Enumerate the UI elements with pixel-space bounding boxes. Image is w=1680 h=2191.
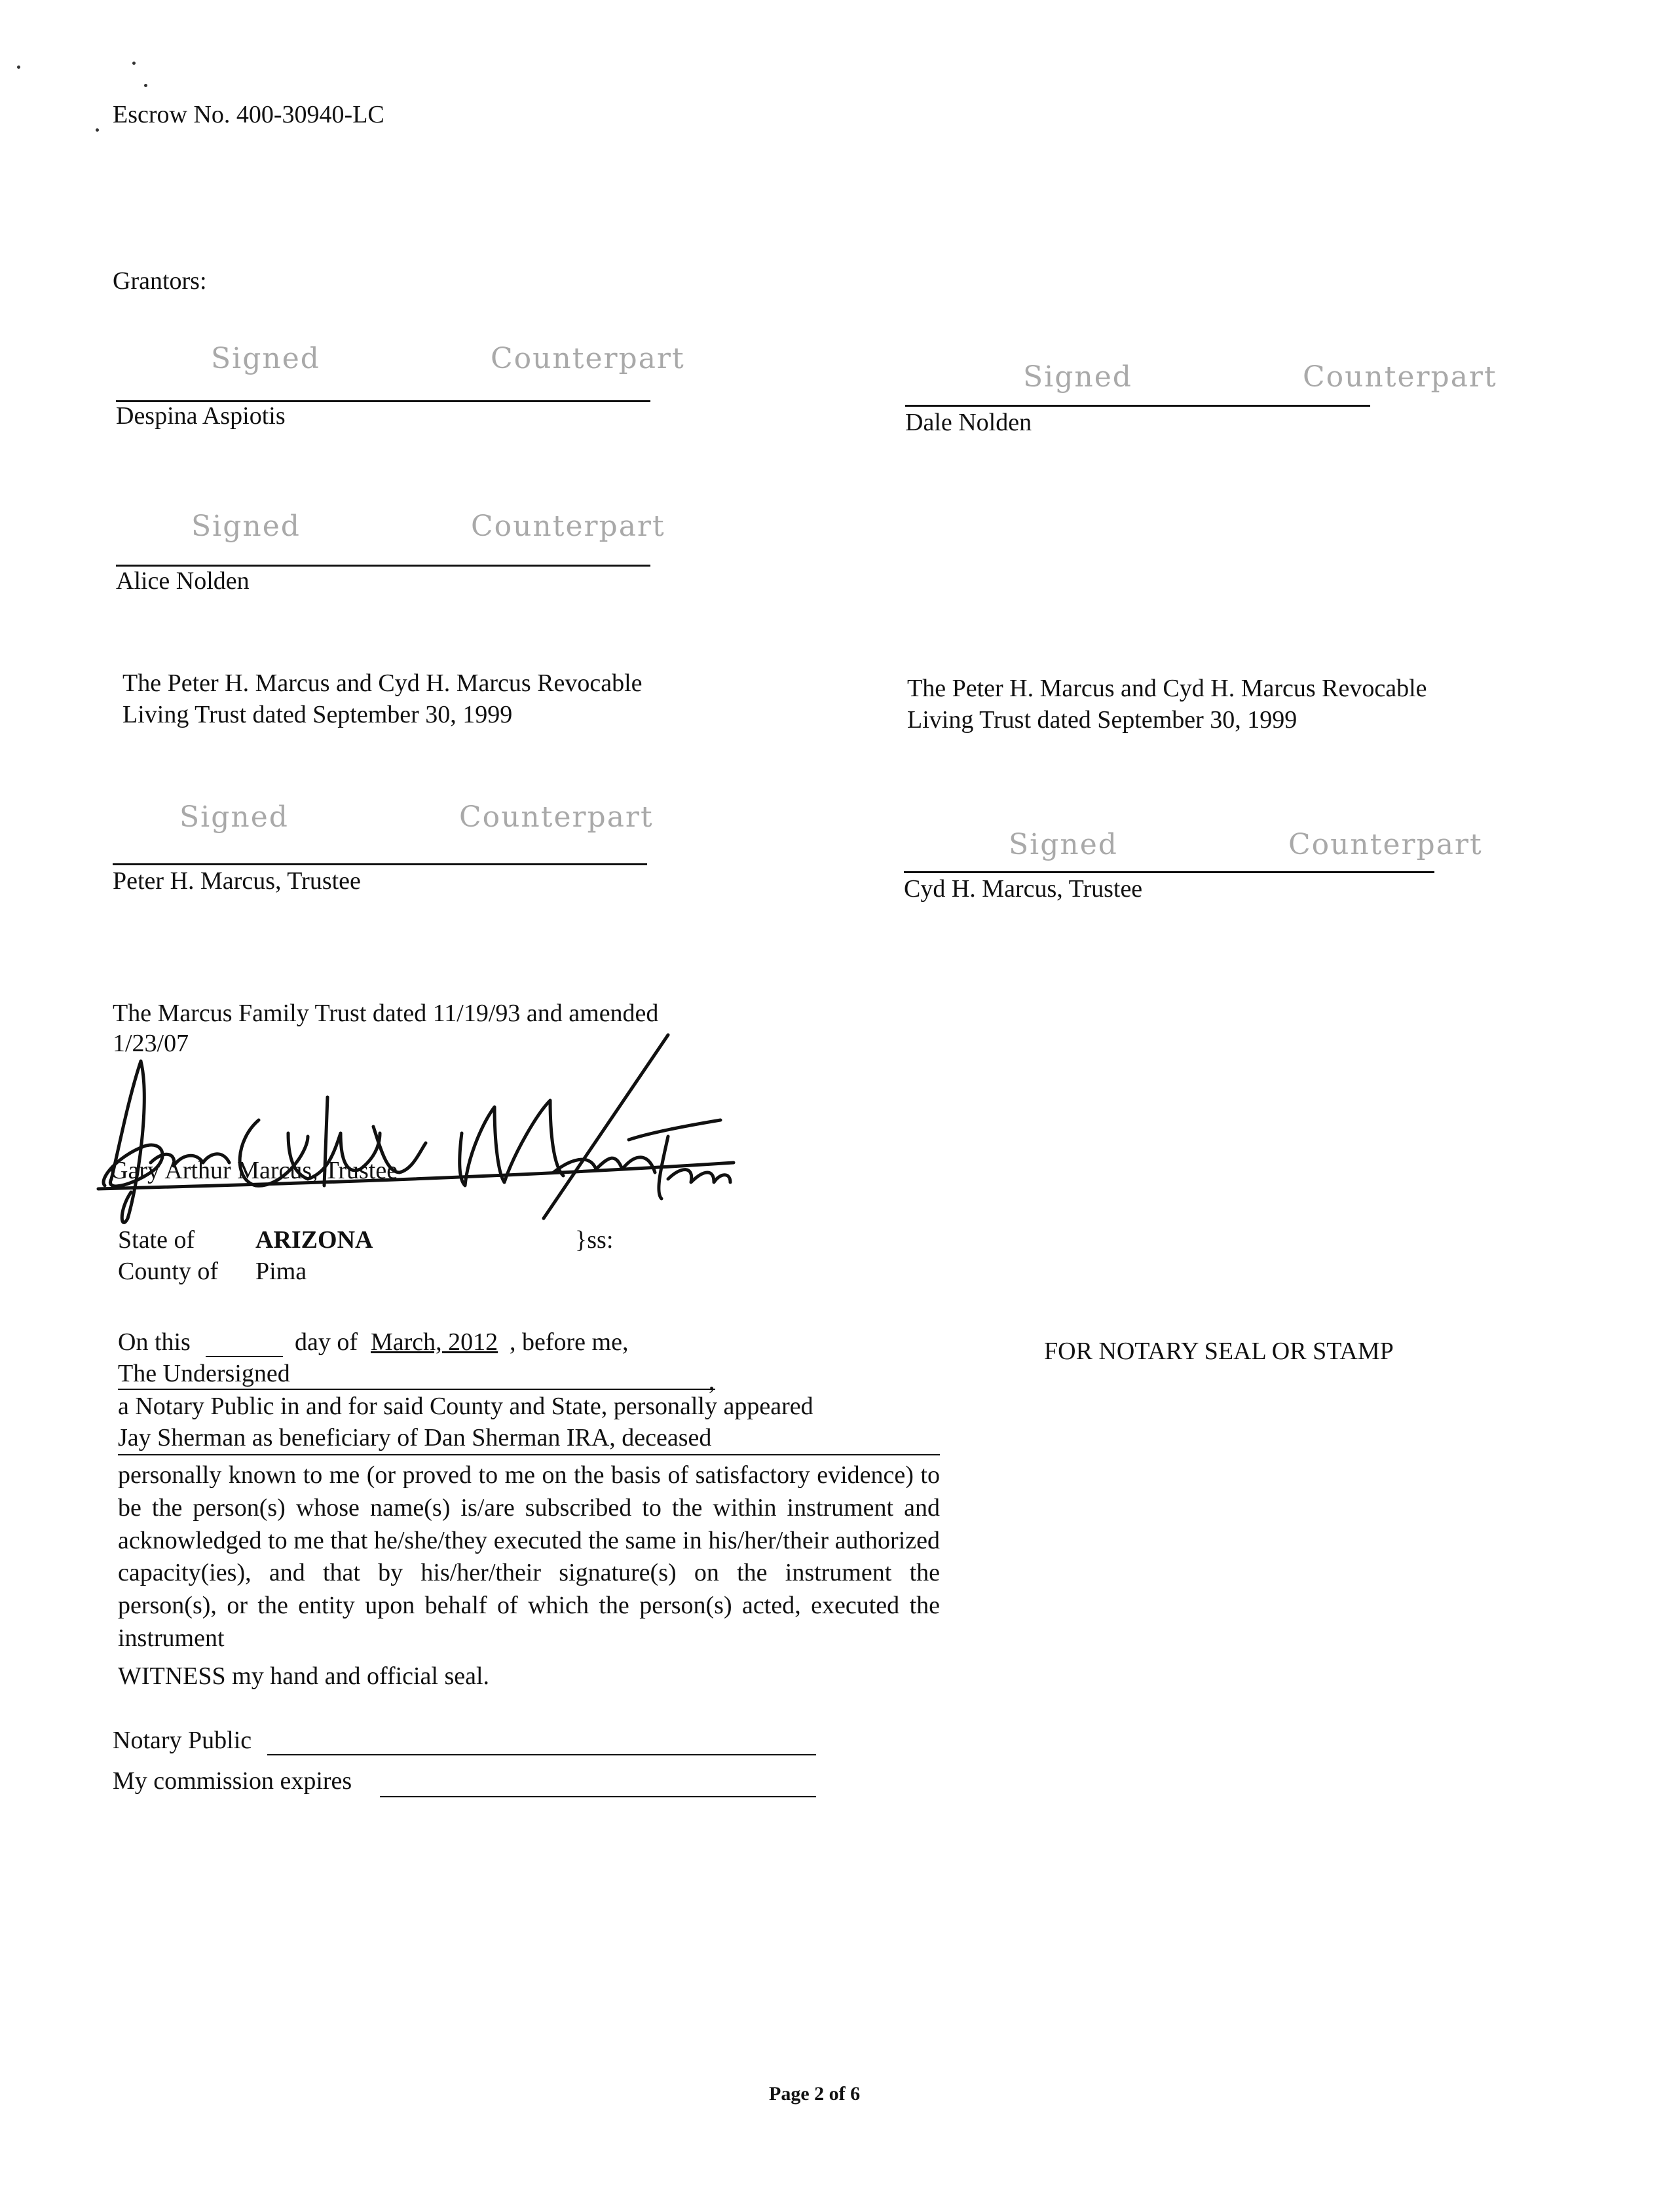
notary-public-statement: a Notary Public in and for said County and State, personally appeared xyxy=(118,1393,813,1420)
ss-marker: }ss: xyxy=(575,1226,614,1254)
trust-name-left-line1: The Peter H. Marcus and Cyd H. Marcus Revocable xyxy=(122,669,643,697)
undersigned-line xyxy=(118,1389,715,1390)
scan-speck xyxy=(144,84,147,87)
state-label: State of xyxy=(118,1226,195,1254)
signature-line xyxy=(904,871,1434,873)
notary-seal-area-label: FOR NOTARY SEAL OR STAMP xyxy=(1044,1338,1394,1365)
signatory-alice-nolden: Alice Nolden xyxy=(116,567,250,595)
signatory-cyd-marcus: Cyd H. Marcus, Trustee xyxy=(904,875,1143,903)
counterpart-stamp xyxy=(179,799,654,835)
signatory-gary-marcus: Gary Arthur Marcus, Trustee xyxy=(110,1157,398,1184)
signatory-despina-aspiotis: Despina Aspiotis xyxy=(116,402,286,430)
page-number: Page 2 of 6 xyxy=(769,2083,861,2105)
commission-expires-label: My commission expires xyxy=(113,1767,352,1795)
handwritten-signature xyxy=(92,1022,734,1238)
stamp-counterpart-text: Counterpart xyxy=(470,510,665,543)
signatory-peter-marcus: Peter H. Marcus, Trustee xyxy=(113,867,361,895)
stamp-counterpart-text: Counterpart xyxy=(1302,360,1497,394)
notary-before-me: , before me, xyxy=(510,1328,629,1356)
stamp-signed-text: Signed xyxy=(191,510,301,543)
scan-speck xyxy=(96,128,99,132)
appeared-line xyxy=(118,1454,940,1455)
day-blank-line xyxy=(206,1356,283,1357)
notary-undersigned: The Undersigned xyxy=(118,1360,290,1387)
county-value: Pima xyxy=(255,1258,307,1285)
trust-name-right-line1: The Peter H. Marcus and Cyd H. Marcus Revocable xyxy=(907,675,1427,702)
scan-speck xyxy=(17,66,20,69)
notary-day-of: day of xyxy=(295,1328,358,1356)
undersigned-comma: , xyxy=(709,1368,715,1395)
family-trust-line2: 1/23/07 xyxy=(113,1030,189,1057)
notary-public-line xyxy=(267,1754,816,1755)
notary-public-label: Notary Public xyxy=(113,1727,252,1754)
signature-line xyxy=(113,863,647,865)
appeared-party: Jay Sherman as beneficiary of Dan Sherman IRA, deceased xyxy=(118,1424,712,1451)
stamp-signed-text: Signed xyxy=(1023,360,1132,394)
state-value: ARIZONA xyxy=(255,1226,373,1254)
notary-date: March, 2012 xyxy=(371,1328,498,1356)
scan-speck xyxy=(132,62,136,65)
stamp-counterpart-text: Counterpart xyxy=(490,342,685,375)
county-label: County of xyxy=(118,1258,219,1285)
signature-line xyxy=(905,405,1370,407)
signatory-dale-nolden: Dale Nolden xyxy=(905,409,1032,436)
notary-on-this: On this xyxy=(118,1328,191,1356)
stamp-counterpart-text: Counterpart xyxy=(1288,828,1483,861)
counterpart-stamp xyxy=(211,341,685,377)
witness-line: WITNESS my hand and official seal. xyxy=(118,1662,490,1690)
trust-name-left-line2: Living Trust dated September 30, 1999 xyxy=(122,701,513,728)
counterpart-stamp xyxy=(1009,827,1483,863)
family-trust-line1: The Marcus Family Trust dated 11/19/93 and amended xyxy=(113,1000,659,1027)
stamp-signed-text: Signed xyxy=(211,342,320,375)
escrow-number: Escrow No. 400-30940-LC xyxy=(113,101,384,128)
acknowledgment-body: personally known to me (or proved to me on the basis of satisfactory evidence) to be the person(s) whose name(s) is/are subscribed to the within instrument and acknowledged to me that he/she/they executed the same in his/her/their authorized capacity(ies), and that by his/her/their signature(s) on the instrument the person(s), or the entity upon behalf of which the person(s) acted, executed the instrument xyxy=(118,1461,940,1652)
stamp-signed-text: Signed xyxy=(1009,828,1118,861)
commission-expires-line xyxy=(380,1796,816,1797)
counterpart-stamp xyxy=(191,508,665,544)
counterpart-stamp xyxy=(1023,359,1497,395)
grantors-label: Grantors: xyxy=(113,267,207,295)
stamp-counterpart-text: Counterpart xyxy=(458,800,654,834)
trust-name-right-line2: Living Trust dated September 30, 1999 xyxy=(907,706,1297,734)
stamp-signed-text: Signed xyxy=(179,800,289,834)
